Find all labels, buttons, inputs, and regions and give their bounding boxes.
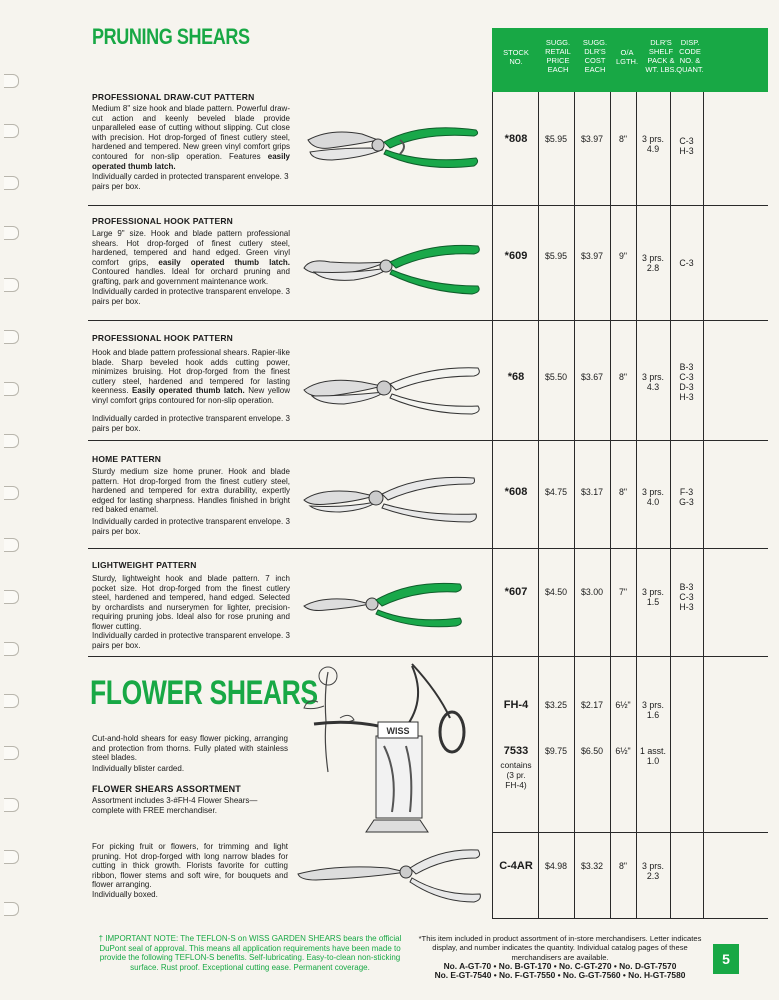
merchandiser-codes-line-1: No. A-GT-70 • No. B-GT-170 • No. C-GT-270 • No. D-GT-7570 [443, 960, 677, 971]
product-title: PROFESSIONAL HOOK PATTERN [92, 333, 234, 343]
stock-number: *609 [504, 250, 528, 262]
table-header [492, 28, 768, 92]
overall-length: 8" [618, 861, 627, 871]
column-divider [492, 92, 493, 918]
binder-hole [4, 330, 19, 344]
display-code: B-3 C-3 D-3 H-3 [679, 362, 694, 402]
product-packaging: Individually carded in protective transparent envelope. 3 pairs per box. [92, 414, 290, 433]
retail-price: $4.98 [544, 861, 567, 871]
stock-number: *68 [507, 371, 525, 383]
row-divider [88, 548, 768, 549]
product-packaging: Individually carded in protective transparent envelope. 3 pairs per box. [92, 517, 290, 536]
row-divider [88, 440, 768, 441]
retail-price: $5.95 [544, 251, 567, 261]
set-contents: contains (3 pr. FH-4) [500, 760, 532, 790]
assortment-title: FLOWER SHEARS ASSORTMENT [92, 784, 241, 794]
shelf-pack: 3 prs. 1.5 [641, 587, 664, 607]
binder-hole [4, 642, 19, 656]
column-divider [574, 92, 575, 918]
dealer-cost: $3.67 [580, 372, 603, 382]
binder-hole [4, 74, 19, 88]
c4ar-packaging: Individually boxed. [92, 890, 158, 899]
stock-number: 7533 [503, 745, 529, 757]
stock-number: FH-4 [503, 699, 529, 711]
dealer-cost: $3.00 [580, 587, 603, 597]
binder-edge [0, 0, 30, 1000]
product-title: LIGHTWEIGHT PATTERN [92, 560, 197, 570]
shelf-pack: 3 prs. 2.8 [641, 253, 664, 273]
binder-hole [4, 746, 19, 760]
row-divider [88, 656, 768, 657]
header-shelf-pack: DLR'S SHELF PACK & WT. LBS. [645, 38, 677, 74]
hook-pattern-shears-image [300, 236, 486, 300]
stock-number: *808 [504, 133, 528, 145]
display-code: F-3 G-3 [679, 487, 694, 507]
overall-length: 6½" [615, 746, 631, 756]
shelf-pack: 3 prs. 4.0 [641, 487, 664, 507]
dealer-cost: $3.17 [580, 487, 603, 497]
binder-hole [4, 434, 19, 448]
binder-hole [4, 694, 19, 708]
overall-length: 8" [618, 487, 627, 497]
header-display-code: DISP. CODE NO. & QUANT. [676, 38, 704, 74]
retail-price: $9.75 [544, 746, 567, 756]
retail-price: $4.50 [544, 587, 567, 597]
overall-length: 8" [618, 134, 627, 144]
section-title-pruning-shears: PRUNING SHEARS [92, 24, 250, 49]
product-description: Sturdy, lightweight hook and blade pattern. 7 inch pocket size. Hot drop-forged from the finest cutlery steel, hardened and tempered, hand edged. Selected by orchardists and nurserymen for lighter, precision-requiring pruning jobs. Ideal also for rose pruning and flower cutting. [92, 574, 290, 631]
binder-hole [4, 382, 19, 396]
product-packaging: Individually carded in protected transparent envelope. 3 pairs per box. [92, 172, 289, 191]
row-divider [492, 918, 768, 919]
page-number: 5 [713, 944, 739, 974]
overall-length: 8" [618, 372, 627, 382]
hook-pattern-yellow-shears-image [300, 356, 486, 422]
retail-price: $3.25 [544, 700, 567, 710]
product-description: Hook and blade pattern professional shears. Rapier-like blade. Sharp beveled hook adds cutting power, minimizes bruising. Hot drop-forged from the finest cutlery steel, hardened and tempered for lasting keenness. Easily operated thumb latch. New yellow vinyl comfort grips contoured for non-slip operation. [92, 348, 290, 405]
display-code: C-3 H-3 [679, 136, 694, 156]
flower-packaging: Individually blister carded. [92, 764, 185, 773]
binder-hole [4, 798, 19, 812]
row-divider [88, 205, 768, 206]
shelf-pack: 3 prs. 4.3 [641, 372, 664, 392]
shelf-pack: 3 prs. 1.6 [641, 700, 664, 720]
shelf-pack: 3 prs. 4.9 [641, 134, 664, 154]
binder-hole [4, 278, 19, 292]
binder-hole [4, 176, 19, 190]
merchandiser-codes-line-2: No. E-GT-7540 • No. F-GT-7550 • No. G-GT-7560 • No. H-GT-7580 [434, 970, 686, 981]
binder-hole [4, 226, 19, 240]
binder-hole [4, 486, 19, 500]
section-title-flower-shears: FLOWER SHEARS [90, 674, 318, 712]
product-description: Sturdy medium size home pruner. Hook and blade pattern. Hot drop-forged from the finest cutlery steel, hardened and tempered for extra durability, expertly edged for lasting sharpness. Handles finished in bright red baked enamel. [92, 467, 290, 515]
column-divider [610, 92, 611, 918]
shelf-pack: 1 asst. 1.0 [640, 746, 666, 766]
header-stock-no: STOCK NO. [503, 48, 529, 66]
overall-length: 6½" [615, 700, 631, 710]
merchandiser-label: WISS [386, 726, 410, 736]
binder-hole [4, 538, 19, 552]
flower-description: Cut-and-hold shears for easy flower picking, arranging and protection from thorns. Fully plated with stainless steel blades. [92, 734, 288, 763]
shelf-pack: 3 prs. 2.3 [641, 861, 664, 881]
retail-price: $4.75 [544, 487, 567, 497]
teflon-note: † IMPORTANT NOTE: The TEFLON-S on WISS GARDEN SHEARS bears the official DuPont seal of approval. This means all application requirements have been made to provide the following TEFLON-S benefits. Self-lubricating. Easy-to-clean non-sticking surface. Rust proof. Exceptional cutting ease. Permanent coverage. [98, 934, 402, 972]
dealer-cost: $3.97 [580, 251, 603, 261]
c4ar-shears-image [296, 840, 488, 912]
product-title: PROFESSIONAL HOOK PATTERN [92, 216, 234, 226]
product-packaging: Individually carded in protective transparent envelope. 3 pairs per box. [92, 631, 290, 650]
binder-hole [4, 850, 19, 864]
dealer-cost: $2.17 [580, 700, 603, 710]
product-title: PROFESSIONAL DRAW-CUT PATTERN [92, 92, 255, 102]
product-description: Large 9" size. Hook and blade pattern professional shears. Hot drop-forged of finest cutlery steel, hardened, tempered and hand edged. Green vinyl comfort grips, easily operated thumb latch. Contoured handles. Ideal for orchard pruning and grafting, park and government maintenance work. [92, 229, 291, 286]
stock-number: *608 [504, 486, 528, 498]
lightweight-pruner-image [300, 574, 486, 634]
retail-price: $5.95 [544, 134, 567, 144]
merchandiser-note-text: *This item included in product assortment of in-store merchandisers. Letter indicates display, and number indicates the quantity. Individual catalog pages of these merchandisers are available. [418, 934, 702, 962]
retail-price: $5.50 [544, 372, 567, 382]
header-length: O/A LGTH. [615, 48, 639, 66]
display-code: B-3 C-3 H-3 [679, 582, 694, 612]
stock-number: *607 [504, 586, 528, 598]
column-divider [538, 92, 539, 918]
header-retail-price: SUGG. RETAIL PRICE EACH [545, 38, 571, 74]
display-code: C-3 [679, 258, 694, 268]
binder-hole [4, 124, 19, 138]
row-divider [492, 832, 768, 833]
assortment-description: Assortment includes 3-#FH-4 Flower Shears—complete with FREE merchandiser. [92, 796, 258, 815]
row-divider [88, 320, 768, 321]
binder-hole [4, 902, 19, 916]
overall-length: 7" [618, 587, 627, 597]
header-dealer-cost: SUGG. DLR'S COST EACH [582, 38, 608, 74]
dealer-cost: $6.50 [580, 746, 603, 756]
home-pattern-pruner-image [300, 470, 486, 526]
stock-number: C-4AR [499, 860, 533, 872]
binder-hole [4, 590, 19, 604]
merchandiser-note [412, 934, 708, 980]
flower-shears-image [288, 662, 488, 838]
draw-cut-shears-image [300, 112, 486, 182]
product-description: Medium 8" size hook and blade pattern. Powerful draw-cut action and keenly beveled blade provide unparalleled ease of cutting without slipping. Cut close with precision. Hot drop-forged of finest cutlery steel, hardened and tempered. New green vinyl comfort grips contoured for non-slip operation. Features easily operated thumb latch. [92, 104, 290, 171]
dealer-cost: $3.97 [580, 134, 603, 144]
c4ar-description: For picking fruit or flowers, for trimming and light pruning. Hot drop-forged with long narrow blades for cutting in thick growth. Florists favorite for cutting ribbon, flower stems and soft wire, for bouquets and flower arranging. [92, 842, 288, 890]
overall-length: 9" [618, 251, 627, 261]
product-packaging: Individually carded in protective transparent envelope. 3 pairs per box. [92, 287, 290, 306]
column-divider [703, 92, 704, 918]
product-title: HOME PATTERN [92, 454, 162, 464]
dealer-cost: $3.32 [580, 861, 603, 871]
